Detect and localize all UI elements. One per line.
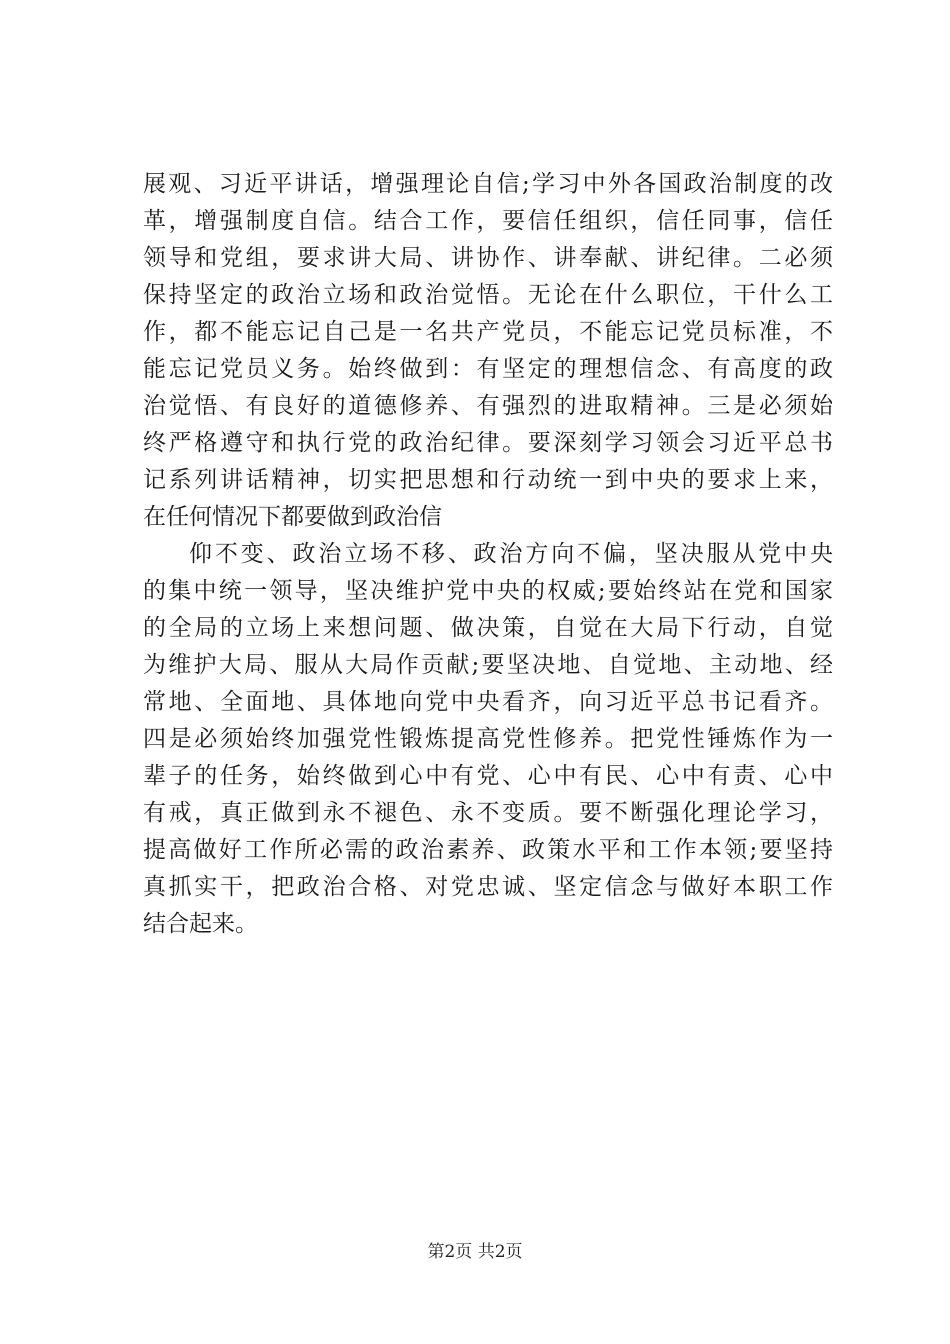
- text-line: 有戒，真正做到永不褪色、永不变质。要不断强化理论学习，: [143, 800, 833, 826]
- page-footer: 第2页 共2页: [427, 1242, 523, 1262]
- text-line: 四是必须始终加强党性锻炼提高党性修养。把党性锤炼作为一: [143, 726, 833, 752]
- text-line: 辈子的任务，始终做到心中有党、心中有民、心中有责、心中: [143, 763, 833, 789]
- text-line: 真抓实干，把政治合格、对党忠诚、坚定信念与做好本职工作: [143, 874, 833, 900]
- text-line: 为维护大局、服从大局作贡献;要坚决地、自觉地、主动地、经: [143, 652, 833, 678]
- paragraph: [143, 536, 833, 943]
- text-line: 展观、习近平讲话，增强理论自信;学习中外各国政治制度的改: [143, 171, 833, 197]
- text-line: 终严格遵守和执行党的政治纪律。要深刻学习领会习近平总书: [143, 430, 833, 456]
- paragraph: [143, 166, 833, 536]
- document-body: [143, 166, 833, 943]
- text-line: 保持坚定的政治立场和政治觉悟。无论在什么职位，干什么工: [143, 282, 833, 308]
- text-line: 记系列讲话精神，切实把思想和行动统一到中央的要求上来，: [143, 467, 833, 493]
- text-line: 治觉悟、有良好的道德修养、有强烈的进取精神。三是必须始: [143, 393, 833, 419]
- text-line: 在任何情况下都要做到政治信: [143, 504, 442, 530]
- text-line: 革，增强制度自信。结合工作，要信任组织，信任同事，信任: [143, 208, 833, 234]
- text-line: 作，都不能忘记自己是一名共产党员，不能忘记党员标准，不: [143, 319, 833, 345]
- text-line: 能忘记党员义务。始终做到：有坚定的理想信念、有高度的政: [143, 356, 833, 382]
- text-line: 领导和党组，要求讲大局、讲协作、讲奉献、讲纪律。二必须: [143, 245, 833, 271]
- text-line: 常地、全面地、具体地向党中央看齐，向习近平总书记看齐。: [143, 689, 833, 715]
- text-line: 结合起来。: [143, 911, 258, 937]
- text-line: 仰不变、政治立场不移、政治方向不偏，坚决服从党中央: [189, 541, 833, 567]
- text-line: 提高做好工作所必需的政治素养、政策水平和工作本领;要坚持: [143, 837, 833, 863]
- text-line: 的集中统一领导，坚决维护党中央的权威;要始终站在党和国家: [143, 578, 833, 604]
- text-line: 的全局的立场上来想问题、做决策，自觉在大局下行动，自觉: [143, 615, 833, 641]
